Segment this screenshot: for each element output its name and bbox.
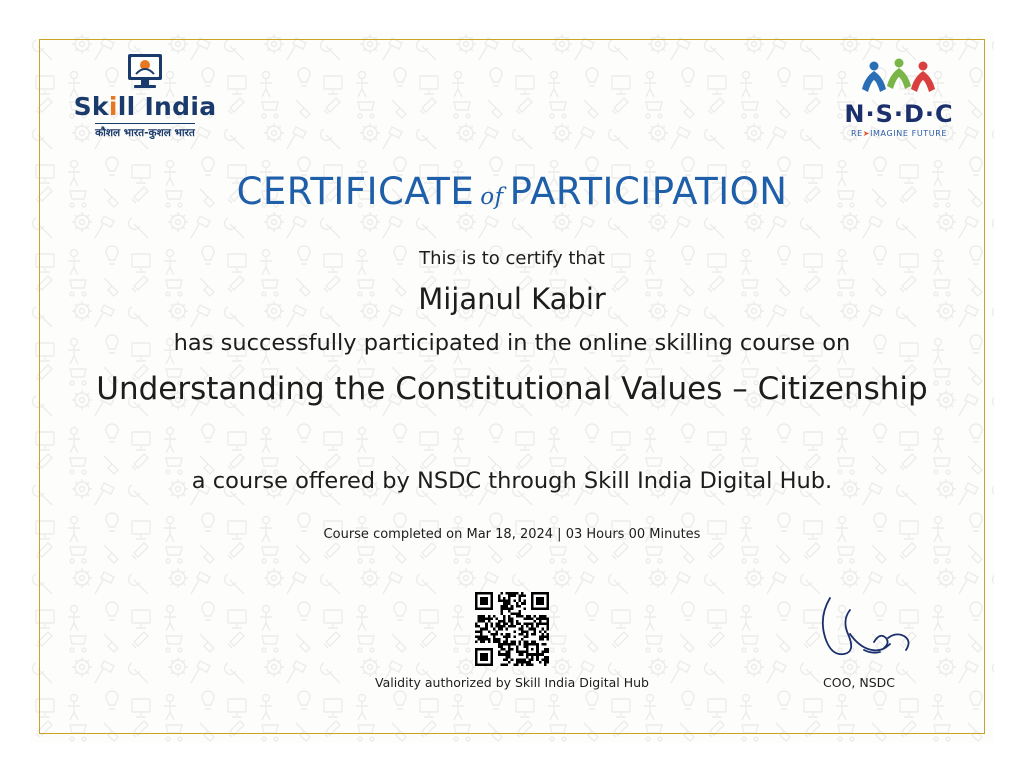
signature-icon <box>812 592 932 672</box>
skill-india-name-suffix: ll India <box>117 92 217 121</box>
nsdc-wordmark: N·S·D·C <box>844 100 954 128</box>
nsdc-tagline-post: IMAGINE FUTURE <box>870 129 948 138</box>
skill-india-wordmark <box>55 94 235 119</box>
title-part-one: CERTIFICATE <box>236 170 475 213</box>
title-connector: of <box>480 184 504 210</box>
skill-india-tagline: कौशल भारत-कुशल भारत <box>95 123 195 140</box>
nsdc-people-icon <box>834 58 964 100</box>
validity-line: Validity authorized by Skill India Digital Hub <box>375 675 649 690</box>
certificate-content <box>30 30 994 743</box>
page-title <box>30 170 994 213</box>
nsdc-tagline <box>834 129 964 138</box>
skill-india-accent-i: i <box>108 92 118 121</box>
recipient-name: Mijanul Kabir <box>418 282 606 316</box>
skill-india-name-prefix: Sk <box>73 92 109 121</box>
nsdc-flame-icon: ➤ <box>862 129 871 138</box>
qr-code-icon[interactable] <box>475 592 549 666</box>
certify-line: This is to certify that <box>419 248 605 269</box>
participation-line: has successfully participated in the online skilling course on <box>173 330 851 356</box>
nsdc-logo-icon <box>834 58 964 138</box>
nsdc-tagline-pre: RE <box>850 129 863 138</box>
skill-india-logo-icon <box>55 52 235 140</box>
title-part-two: PARTICIPATION <box>509 170 788 213</box>
offered-by-line: a course offered by NSDC through Skill India Digital Hub. <box>191 468 833 494</box>
signatory-title: COO, NSDC <box>823 675 895 690</box>
course-name: Understanding the Constitutional Values – Citizenship <box>96 371 928 407</box>
completion-details: Course completed on Mar 18, 2024 | 03 Hours 00 Minutes <box>323 527 701 542</box>
skill-india-monitor-icon <box>122 52 168 92</box>
certificate-inner-panel <box>30 30 994 743</box>
